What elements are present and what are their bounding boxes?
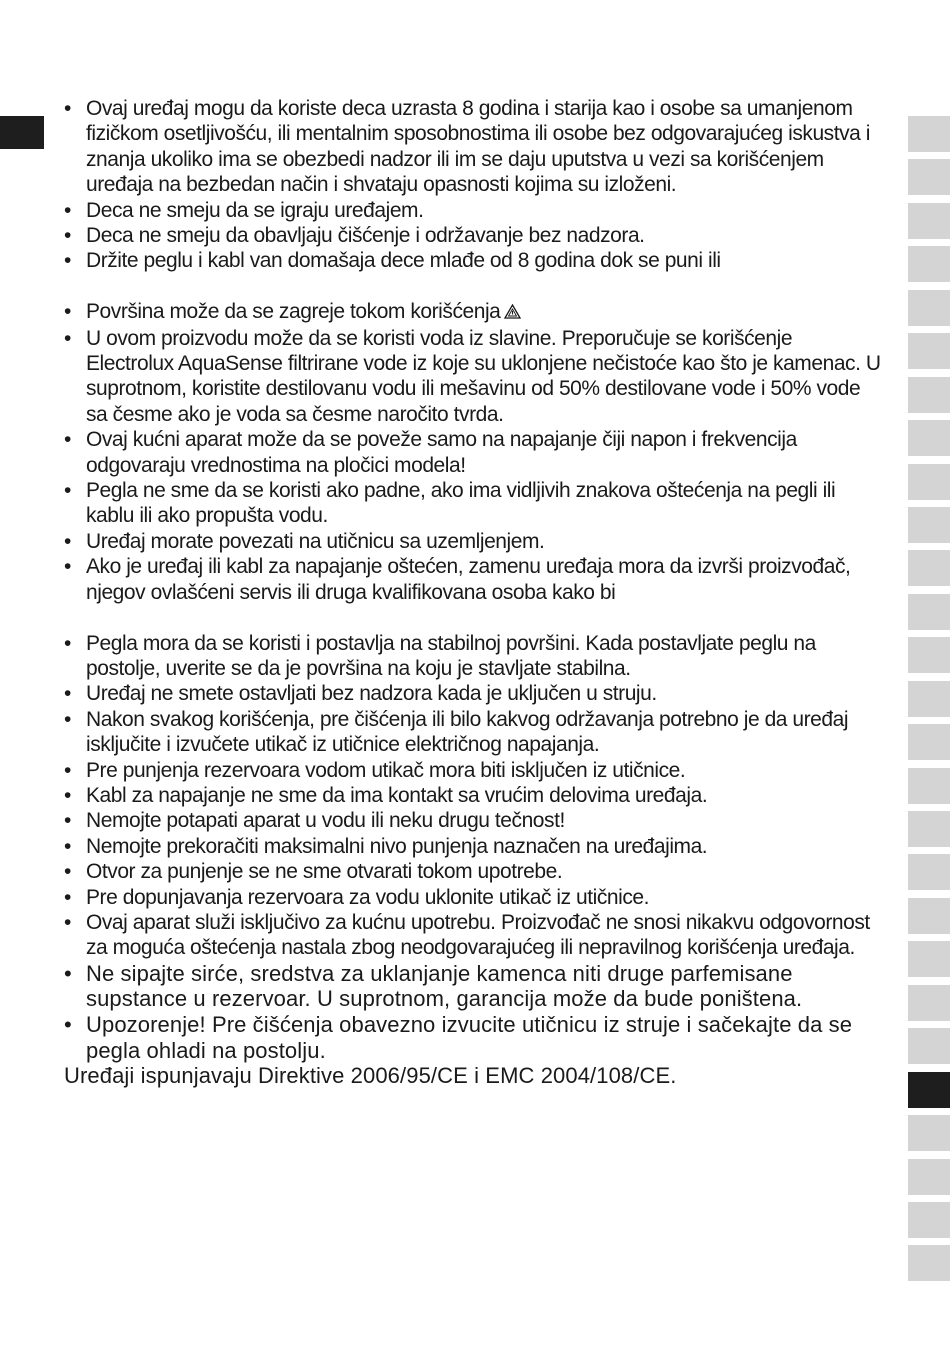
side-tab — [908, 941, 950, 977]
list-item: • Deca ne smeju da obavljaju čišćenje i održavanje bez nadzora. — [64, 223, 884, 248]
list-item: • Pre punjenja rezervoara vodom utikač mora biti isključen iz utičnice. — [64, 758, 884, 783]
side-tab — [908, 159, 950, 195]
side-tab — [908, 898, 950, 934]
side-tab — [908, 811, 950, 847]
list-item: • Ovaj aparat služi isključivo za kućnu upotrebu. Proizvođač ne snosi nikakvu odgovornost za moguća oštećenja nastala zbog neodgovarajućeg ili nepravilnog korišćenja uređaja. — [64, 910, 884, 961]
list-item: • Ovaj uređaj mogu da koriste deca uzrasta 8 godina i starija kao i osobe sa umanjenom fizičkom osetljivošću, ili mentalnim sposobnostima ili osobe bez odgovarajućeg iskustva i znanja ukoliko ima se obezbedi nadzor ili im se daju uputstva u vezi sa korišćenjem uređaja na bezbedan način i shvataju opasnosti kojima su izloženi. — [64, 96, 884, 198]
side-tab — [908, 550, 950, 586]
list-item: • Nemojte prekoračiti maksimalni nivo punjenja naznačen na uređajima. — [64, 834, 884, 859]
side-tab — [908, 116, 950, 152]
list-item: • Nemojte potapati aparat u vodu ili neku drugu tečnost! — [64, 808, 884, 833]
list-item: • Nakon svakog korišćenja, pre čišćenja ili bilo kakvog održavanja potrebno je da uređaj isključite i izvučete utikač iz utičnice električnog napajanja. — [64, 707, 884, 758]
side-tab — [908, 203, 950, 239]
side-tab — [908, 768, 950, 804]
list-item: • Ako je uređaj ili kabl za napajanje oštećen, zamenu uređaja mora da izvrši proizvođač, njegov ovlašćeni servis ili druga kvalifikovana osoba kako bi — [64, 554, 884, 605]
side-tab — [908, 333, 950, 369]
side-tab — [908, 1028, 950, 1064]
side-tab — [908, 507, 950, 543]
list-item: • Upozorenje! Pre čišćenja obavezno izvucite utičnicu iz struje i sačekajte da se pegla ohladi na postolju. — [64, 1012, 884, 1063]
list-item: • Kabl za napajanje ne sme da ima kontakt sa vrućim delovima uređaja. — [64, 783, 884, 808]
side-tab — [908, 420, 950, 456]
list-item: • Uređaj morate povezati na utičnicu sa uzemljenjem. — [64, 529, 884, 554]
list-item: • Površina može da se zagreje tokom korišćenja — [64, 299, 884, 325]
side-tab — [908, 1202, 950, 1238]
list-item: • Držite peglu i kabl van domašaja dece mlađe od 8 godina dok se puni ili — [64, 248, 884, 273]
page-marker — [0, 116, 44, 149]
list-item: • Ovaj kućni aparat može da se poveže samo na napajanje čiji napon i frekvencija odgovaraju vrednostima na pločici modela! — [64, 427, 884, 478]
side-tab — [908, 464, 950, 500]
side-tab — [908, 1115, 950, 1151]
side-tab — [908, 594, 950, 630]
directives-statement: Uređaji ispunjavaju Direktive 2006/95/CE i EMC 2004/108/CE. — [64, 1063, 677, 1089]
list-item: • Pegla mora da se koristi i postavlja na stabilnoj površini. Kada postavljate peglu na postolje, uverite se da je površina na koju je stavljate stabilna. — [64, 631, 884, 682]
safety-instructions — [64, 96, 884, 1089]
side-tab — [908, 854, 950, 890]
side-tab — [908, 724, 950, 760]
side-tab — [908, 681, 950, 717]
language-tab-strip — [908, 116, 950, 1289]
side-tab-active — [908, 1072, 950, 1108]
list-item: • Pegla ne sme da se koristi ako padne, ako ima vidljivih znakova oštećenja na pegli ili kablu ili ako propušta vodu. — [64, 478, 884, 529]
side-tab — [908, 246, 950, 282]
side-tab — [908, 1245, 950, 1281]
side-tab — [908, 1159, 950, 1195]
side-tab — [908, 290, 950, 326]
list-item: • Uređaj ne smete ostavljati bez nadzora kada je uključen u struju. — [64, 681, 884, 706]
side-tab — [908, 377, 950, 413]
warning-triangle-icon — [504, 300, 521, 325]
safety-list — [64, 96, 884, 1063]
side-tab — [908, 985, 950, 1021]
list-item: • Deca ne smeju da se igraju uređajem. — [64, 198, 884, 223]
list-item: • U ovom proizvodu može da se koristi voda iz slavine. Preporučuje se korišćenje Electrolux AquaSense filtrirane vode iz koje su uklonjene nečistoće kao što je kamenac. U suprotnom, koristite destilovanu vodu ili mešavinu od 50% destilovane vode i 50% vode sa česme ako je voda sa česme naročito tvrda. — [64, 326, 884, 428]
side-tab — [908, 637, 950, 673]
list-item: • Ne sipajte sirće, sredstva za uklanjanje kamenca niti druge parfemisane supstance u rezervoar. U suprotnom, garancija može da bude poništena. — [64, 961, 884, 1012]
list-item: • Pre dopunjavanja rezervoara za vodu uklonite utikač iz utičnice. — [64, 885, 884, 910]
list-item: • Otvor za punjenje se ne sme otvarati tokom upotrebe. — [64, 859, 884, 884]
